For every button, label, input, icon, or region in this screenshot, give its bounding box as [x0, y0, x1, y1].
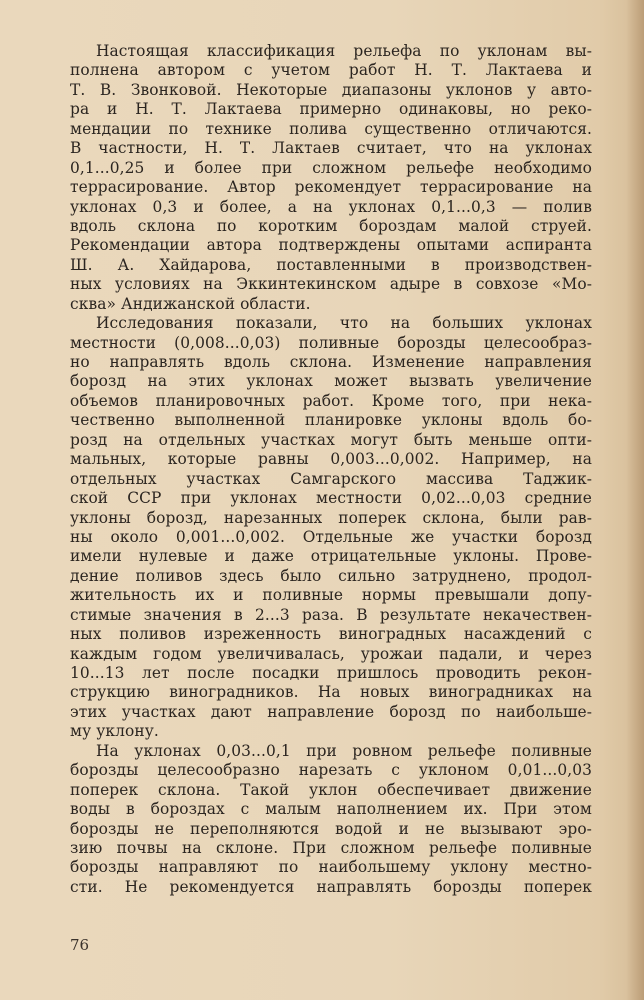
- paragraph-2-line: объемов планировочных работ. Кроме того, при нека-: [70, 391, 592, 410]
- paragraph-2-line: мальных, которые равны 0,003...0,002. Например, на: [70, 450, 592, 469]
- body-text: [70, 42, 592, 897]
- paragraph-1-line: Рекомендации автора подтверждены опытами аспиранта: [70, 236, 592, 255]
- paragraph-2-line: Исследования показали, что на больших уклонах: [96, 314, 592, 333]
- paragraph-1-line: ных условиях на Эккинтекинском адыре в совхозе «Мо-: [70, 275, 592, 294]
- paragraph-2-line: дение поливов здесь было сильно затруднено, продол-: [70, 566, 592, 585]
- paragraph-2-line: борозд на этих уклонах может вызвать увеличение: [70, 372, 592, 391]
- paragraph-1-line: Настоящая классификация рельефа по уклонам вы-: [96, 42, 592, 60]
- paragraph-2-line: местности (0,008...0,03) поливные борозды целесообраз-: [70, 333, 592, 352]
- paragraph-1-line: Ш. А. Хайдарова, поставленными в производствен-: [70, 255, 592, 274]
- paragraph-1-line: ра и Н. Т. Лактаева примерно одинаковы, но реко-: [70, 100, 592, 119]
- paragraph-1-line: террасирование. Автор рекомендует террасирование на: [70, 178, 592, 197]
- paragraph-1-line: мендации по технике полива существенно отличаются.: [70, 119, 592, 138]
- paragraph-2-line: чественно выполненной планировке уклоны вдоль бо-: [70, 411, 592, 430]
- paragraph-3-line: борозды не переполняются водой и не вызывают эро-: [70, 819, 592, 838]
- paragraph-2-line: уклоны борозд, нарезанных поперек склона, были рав-: [70, 508, 592, 527]
- paragraph-2-line: му уклону.: [70, 722, 159, 741]
- paragraph-1-line: полнена автором с учетом работ Н. Т. Лактаева и: [70, 61, 592, 80]
- paragraph-1-line: В частности, Н. Т. Лактаев считает, что на уклонах: [70, 139, 592, 158]
- paragraph-3-line: зию почвы на склоне. При сложном рельефе поливные: [70, 838, 592, 857]
- paragraph-3-line: поперек склона. Такой уклон обеспечивает движение: [70, 780, 592, 799]
- paragraph-1-line: сква» Андижанской области.: [70, 294, 311, 313]
- paragraph-3-line: воды в бороздах с малым наполнением их. При этом: [70, 800, 592, 819]
- paragraph-2-line: каждым годом увеличивалась, урожаи падали, и через: [70, 644, 592, 663]
- paragraph-2-line: стимые значения в 2...3 раза. В результате некачествен-: [70, 605, 592, 624]
- paragraph-2-line: ской ССР при уклонах местности 0,02...0,03 средние: [70, 489, 592, 508]
- paragraph-3-line: На уклонах 0,03...0,1 при ровном рельефе поливные: [96, 741, 592, 760]
- paragraph-2-line: ны около 0,001...0,002. Отдельные же участки борозд: [70, 527, 592, 546]
- page-edge-shadow: [626, 0, 644, 1000]
- paragraph-2-line: имели нулевые и даже отрицательные уклоны. Прове-: [70, 547, 592, 566]
- paragraph-1-line: уклонах 0,3 и более, а на уклонах 0,1...0,3 — полив: [70, 197, 592, 216]
- paragraph-2-line: но направлять вдоль склона. Изменение направления: [70, 353, 592, 371]
- paragraph-3-line: борозды направляют по наибольшему уклону местно-: [70, 858, 592, 877]
- paragraph-2-line: струкцию виноградников. На новых виноградниках на: [70, 683, 592, 702]
- paragraph-1-line: 0,1...0,25 и более при сложном рельефе необходимо: [70, 158, 592, 177]
- paragraph-2-line: отдельных участках Самгарского массива Таджик-: [70, 469, 592, 488]
- paragraph-2-line: розд на отдельных участках могут быть меньше опти-: [70, 430, 592, 449]
- paragraph-2-line: жительность их и поливные нормы превышали допу-: [70, 586, 592, 605]
- page-number: 76: [70, 936, 90, 954]
- paragraph-2-line: ных поливов изреженность виноградных насаждений с: [70, 625, 592, 644]
- paragraph-3-line: сти. Не рекомендуется направлять борозды поперек: [70, 877, 592, 896]
- paragraph-3-line: борозды целесообразно нарезать с уклоном 0,01...0,03: [70, 761, 592, 780]
- paragraph-1-line: вдоль склона по коротким бороздам малой струей.: [70, 216, 592, 235]
- paragraph-1-line: Т. В. Звонковой. Некоторые диапазоны уклонов у авто-: [70, 80, 592, 99]
- paragraph-2-line: этих участках дают направление борозд по наибольше-: [70, 702, 592, 721]
- paragraph-2-line: 10...13 лет после посадки пришлось проводить рекон-: [70, 664, 592, 682]
